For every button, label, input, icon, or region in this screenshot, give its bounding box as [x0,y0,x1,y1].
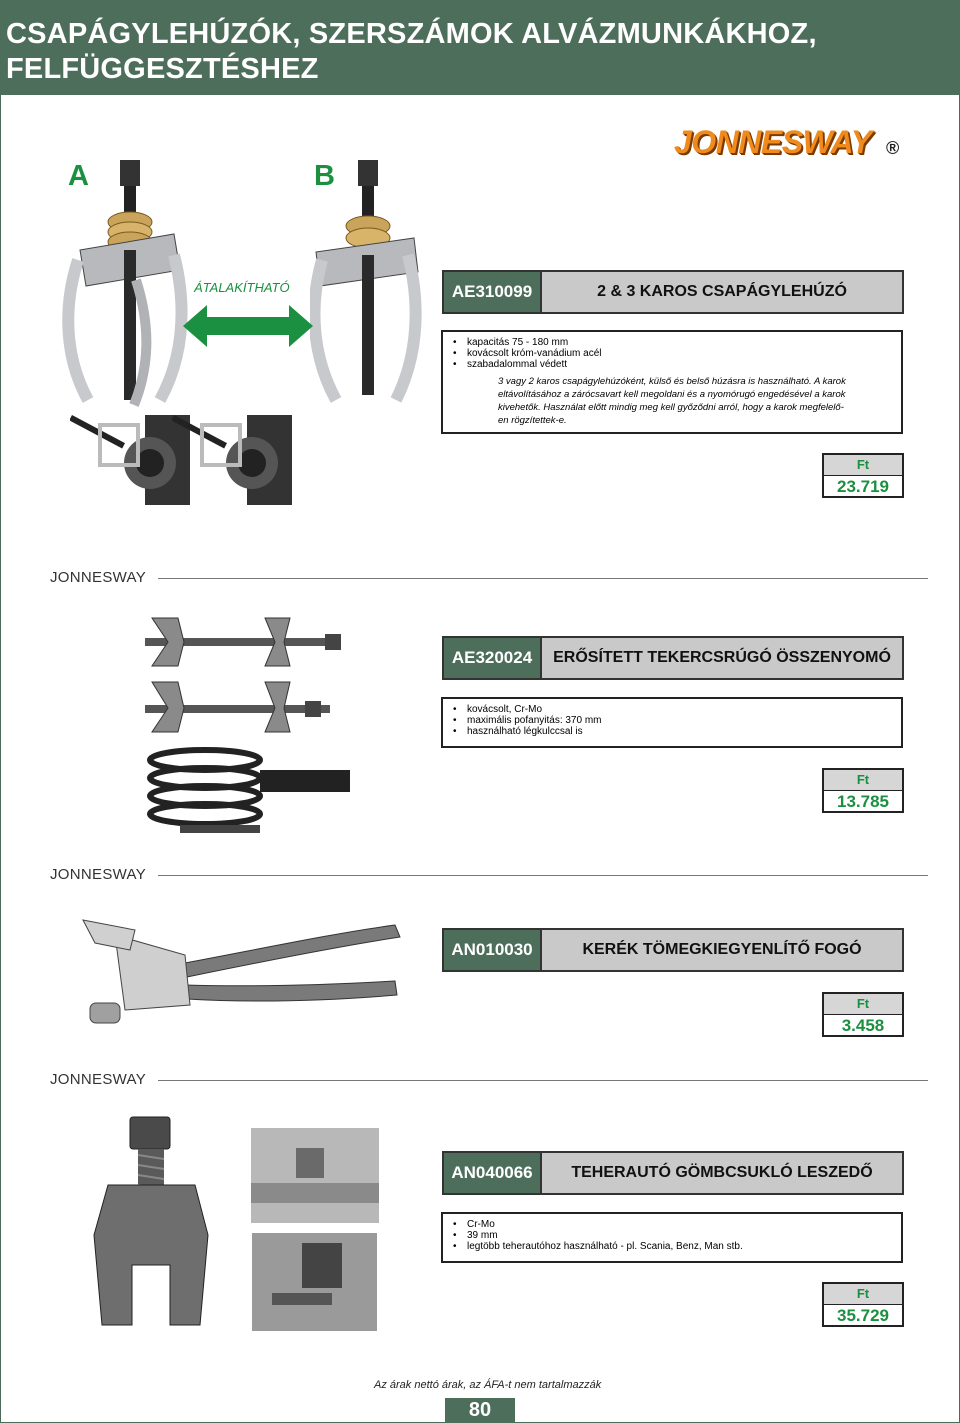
currency-label: Ft [824,455,902,476]
variant-label-a: A [68,160,89,192]
product-description-ae320024 [441,697,903,748]
coil-spring-compressor-image [140,610,355,845]
currency-label: Ft [824,1284,902,1305]
page-title [6,17,926,87]
product-name: TEHERAUTÓ GÖMBCSUKLÓ LESZEDŐ [571,1164,873,1181]
usage-note [498,375,893,427]
divider-brand-label: JONNESWAY [50,1071,147,1088]
page-number: 80 [445,1398,515,1423]
section-divider [50,866,928,882]
wheel-weight-pliers-image [75,915,405,1035]
divider-brand-label: JONNESWAY [50,569,147,586]
price-value: 3.458 [841,1016,885,1035]
product-code: AE320024 [444,638,542,678]
header-band [0,0,960,95]
feature-item: • kapacitás 75 - 180 mm [453,337,893,348]
divider-brand-label: JONNESWAY [50,866,147,883]
section-divider [50,569,928,585]
usage-note-line: kivehetők. Használat előtt mindig meg kell győződni arról, hogy a karok megfelelő- [498,402,844,413]
product-name: ERŐSÍTETT TEKERCSRÚGÓ ÖSSZENYOMÓ [553,649,891,666]
price-value: 23.719 [837,477,889,496]
feature-item: • legtöbb teherautóhoz használható - pl. Scania, Benz, Man stb. [453,1241,893,1252]
feature-item: • kovácsolt, Cr-Mo [453,704,893,715]
feature-item: • maximális pofanyitás: 370 mm [453,715,893,726]
divider-line [158,578,928,579]
footer-price-note: Az árak nettó árak, az ÁFA-t nem tartalmazzák [374,1379,602,1391]
product-name: 2 & 3 KAROS CSAPÁGYLEHÚZÓ [597,283,847,300]
product-code: AE310099 [444,272,542,312]
feature-item: • szabadalommal védett [453,359,893,370]
usage-note-line: 3 vagy 2 karos csapágylehúzóként, külső és belső húzásra is használható. A karok [498,376,846,387]
divider-line [158,1080,928,1081]
currency-label: Ft [824,994,902,1015]
feature-item: • kovácsolt króm-vanádium acél [453,348,893,359]
feature-item: • 39 mm [453,1230,893,1241]
ball-joint-photo-2 [252,1233,377,1331]
usage-note-line: en rögzítettek-e. [498,415,567,426]
price-box-ae320024 [822,768,904,813]
product-description-ae310099 [441,330,903,434]
divider-line [158,875,928,876]
product-code: AN040066 [444,1153,542,1193]
product-bar-an010030 [442,928,904,972]
product-bar-an040066 [442,1151,904,1195]
feature-list [453,337,893,370]
ball-joint-photo-1 [251,1128,379,1223]
variant-label-b: B [314,160,335,192]
double-arrow-icon [183,305,313,347]
price-box-an040066 [822,1282,904,1327]
product-bar-ae310099 [442,270,904,314]
feature-item: • Cr-Mo [453,1219,893,1230]
product-name: KERÉK TÖMEGKIEGYENLÍTŐ FOGÓ [582,941,862,958]
page-title-line2: FELFÜGGESZTÉSHEZ [6,53,319,85]
ball-joint-separator-image [90,1115,215,1335]
price-box-an010030 [822,992,904,1037]
price-box-ae310099 [822,453,904,498]
bearing-puller-2-arm-image [310,160,422,410]
page-title-line1: CSAPÁGYLEHÚZÓK, SZERSZÁMOK ALVÁZMUNKÁKHOZ, [6,18,817,50]
feature-list [453,704,893,737]
section-divider [50,1071,928,1087]
product-description-an040066 [441,1212,903,1263]
usage-note-line: eltávolításához a zárócsavart kell megoldani és a nyomórugó engedésével a karok [498,389,846,400]
price-value: 13.785 [837,792,889,811]
registered-mark: ® [886,138,900,158]
brand-logo: JONNESWAY [674,124,872,160]
product-code: AN010030 [444,930,542,970]
currency-label: Ft [824,770,902,791]
product-bar-ae320024 [442,636,904,680]
puller-in-use-photo-2 [172,405,292,505]
convertible-label: ÁTALAKÍTHATÓ [194,280,290,295]
bearing-puller-3-arm-image [62,160,192,415]
price-value: 35.729 [837,1306,889,1325]
feature-list [453,1219,893,1252]
feature-item: • használható légkulccsal is [453,726,893,737]
